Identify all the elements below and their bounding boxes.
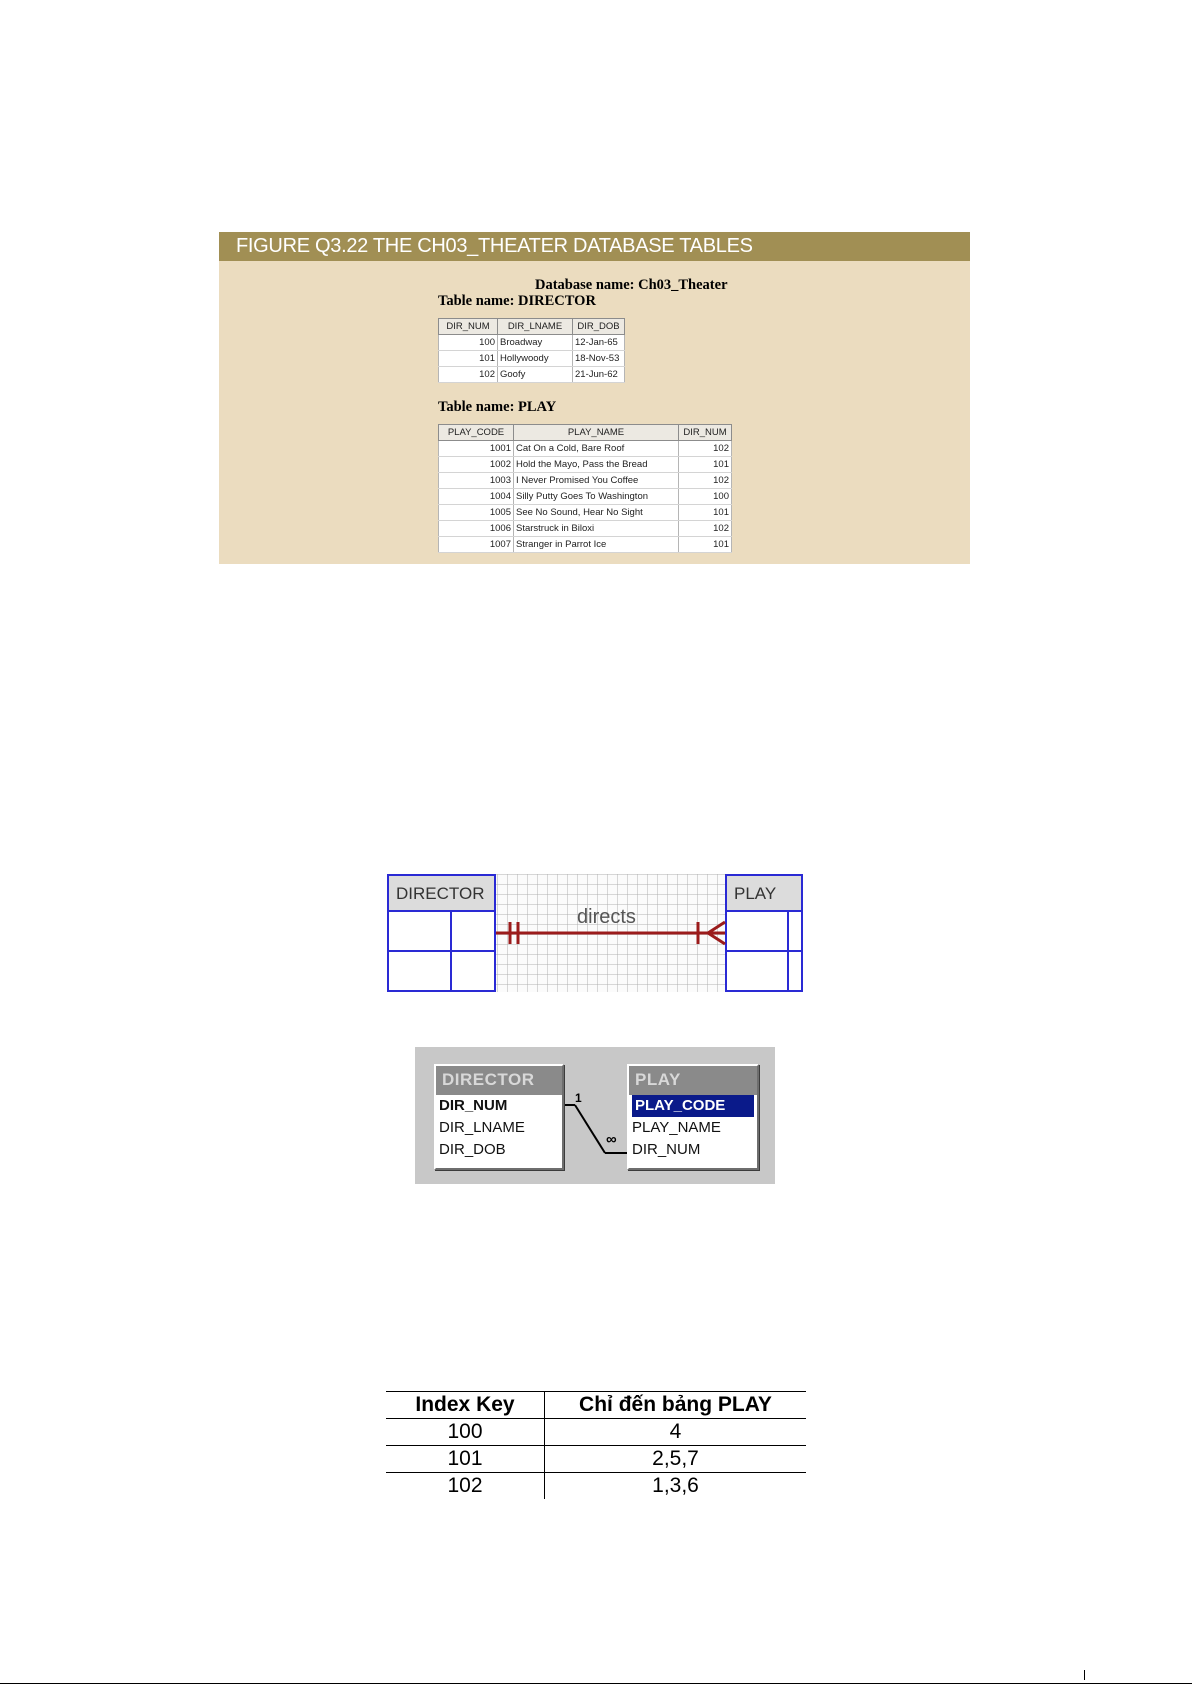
access-table-play[interactable]: [627, 1064, 759, 1170]
relationship-connector: [387, 874, 803, 992]
table-cell: See No Sound, Hear No Sight: [514, 505, 679, 521]
table-cell: 101: [679, 457, 732, 473]
table-cell: Broadway: [498, 335, 573, 351]
er-entity-title: DIRECTOR: [389, 876, 494, 912]
column-header: Chỉ đến bảng PLAY: [545, 1392, 807, 1419]
many-label: ∞: [606, 1131, 614, 1148]
access-field-list: [436, 1093, 562, 1161]
column-header: DIR_NUM: [679, 425, 732, 441]
table-cell: 102: [679, 473, 732, 489]
page-corner-mark: [1084, 1670, 1085, 1680]
table-row: [439, 367, 625, 383]
table-row: [386, 1473, 806, 1500]
table-cell: 1004: [439, 489, 514, 505]
table-row: [439, 489, 732, 505]
column-header: DIR_LNAME: [498, 319, 573, 335]
table-cell: Hollywoody: [498, 351, 573, 367]
table-cell: 1006: [439, 521, 514, 537]
table-cell: Goofy: [498, 367, 573, 383]
table-cell: Hold the Mayo, Pass the Bread: [514, 457, 679, 473]
table-cell: 100: [679, 489, 732, 505]
one-label: 1: [575, 1091, 582, 1105]
access-table-title[interactable]: DIRECTOR: [436, 1066, 562, 1093]
table-header-row: [439, 425, 732, 441]
table-cell: Silly Putty Goes To Washington: [514, 489, 679, 505]
table-header-row: [386, 1392, 806, 1419]
column-header: DIR_NUM: [439, 319, 498, 335]
play-table: [438, 424, 732, 553]
crows-foot: [708, 933, 725, 944]
table-row: [439, 473, 732, 489]
figure-q3-22: [219, 232, 970, 564]
table-cell: Starstruck in Biloxi: [514, 521, 679, 537]
access-field[interactable]: DIR_NUM: [439, 1097, 508, 1114]
access-relationship-diagram: [415, 1047, 775, 1184]
table-row: [439, 457, 732, 473]
table-cell: 1003: [439, 473, 514, 489]
table-cell: 102: [679, 441, 732, 457]
table-cell: 100: [386, 1419, 545, 1446]
database-name: Database name: Ch03_Theater: [535, 277, 728, 293]
table-row: [439, 441, 732, 457]
table-row: [439, 351, 625, 367]
table-cell: 1005: [439, 505, 514, 521]
table-cell: 100: [439, 335, 498, 351]
access-field-list: [629, 1093, 757, 1161]
relationship-label: directs: [577, 906, 636, 928]
table-cell: I Never Promised You Coffee: [514, 473, 679, 489]
er-diagram: [387, 874, 803, 992]
table-row: [439, 335, 625, 351]
access-field-selected[interactable]: PLAY_CODE: [632, 1095, 754, 1117]
table-cell: 101: [439, 351, 498, 367]
link-segment: [575, 1105, 605, 1153]
figure-caption: FIGURE Q3.22 THE CH03_THEATER DATABASE TABLES: [219, 232, 970, 261]
table-cell: 1007: [439, 537, 514, 553]
table-cell: Stranger in Parrot Ice: [514, 537, 679, 553]
table-cell: 12-Jan-65: [573, 335, 625, 351]
table-cell: 1001: [439, 441, 514, 457]
table-cell: Cat On a Cold, Bare Roof: [514, 441, 679, 457]
director-table: [438, 318, 625, 383]
column-header: Index Key: [386, 1392, 545, 1419]
table-cell: 1,3,6: [652, 1474, 699, 1497]
table-row: [439, 537, 732, 553]
table-cell: 1002: [439, 457, 514, 473]
access-field[interactable]: DIR_NUM: [632, 1141, 701, 1158]
column-header: PLAY_NAME: [514, 425, 679, 441]
table-cell: 21-Jun-62: [573, 367, 625, 383]
page-footer-rule: [0, 1683, 1192, 1684]
table-row: [386, 1419, 806, 1446]
play-table-title: Table name: PLAY: [438, 399, 557, 415]
column-header: PLAY_CODE: [439, 425, 514, 441]
table-cell: 102: [679, 521, 732, 537]
table-row: [386, 1446, 806, 1473]
column-header: DIR_DOB: [573, 319, 625, 335]
er-entity-title: PLAY: [727, 876, 801, 912]
access-field[interactable]: DIR_DOB: [439, 1141, 506, 1158]
access-field[interactable]: DIR_LNAME: [439, 1119, 525, 1136]
crows-foot: [708, 922, 725, 933]
table-row: [439, 505, 732, 521]
table-cell: 2,5,7: [545, 1446, 807, 1473]
table-row: [439, 521, 732, 537]
table-cell: 101: [386, 1446, 545, 1473]
table-header-row: [439, 319, 625, 335]
table-cell: 101: [679, 505, 732, 521]
table-cell: 101: [679, 537, 732, 553]
access-table-title[interactable]: PLAY: [629, 1066, 757, 1093]
index-table: [386, 1391, 806, 1499]
access-table-director[interactable]: [434, 1064, 564, 1170]
table-cell: 102: [386, 1473, 545, 1500]
director-table-title: Table name: DIRECTOR: [438, 293, 596, 309]
access-field[interactable]: PLAY_NAME: [632, 1119, 721, 1136]
table-cell: 4: [545, 1419, 807, 1446]
table-cell: 18-Nov-53: [573, 351, 625, 367]
table-cell: 102: [439, 367, 498, 383]
